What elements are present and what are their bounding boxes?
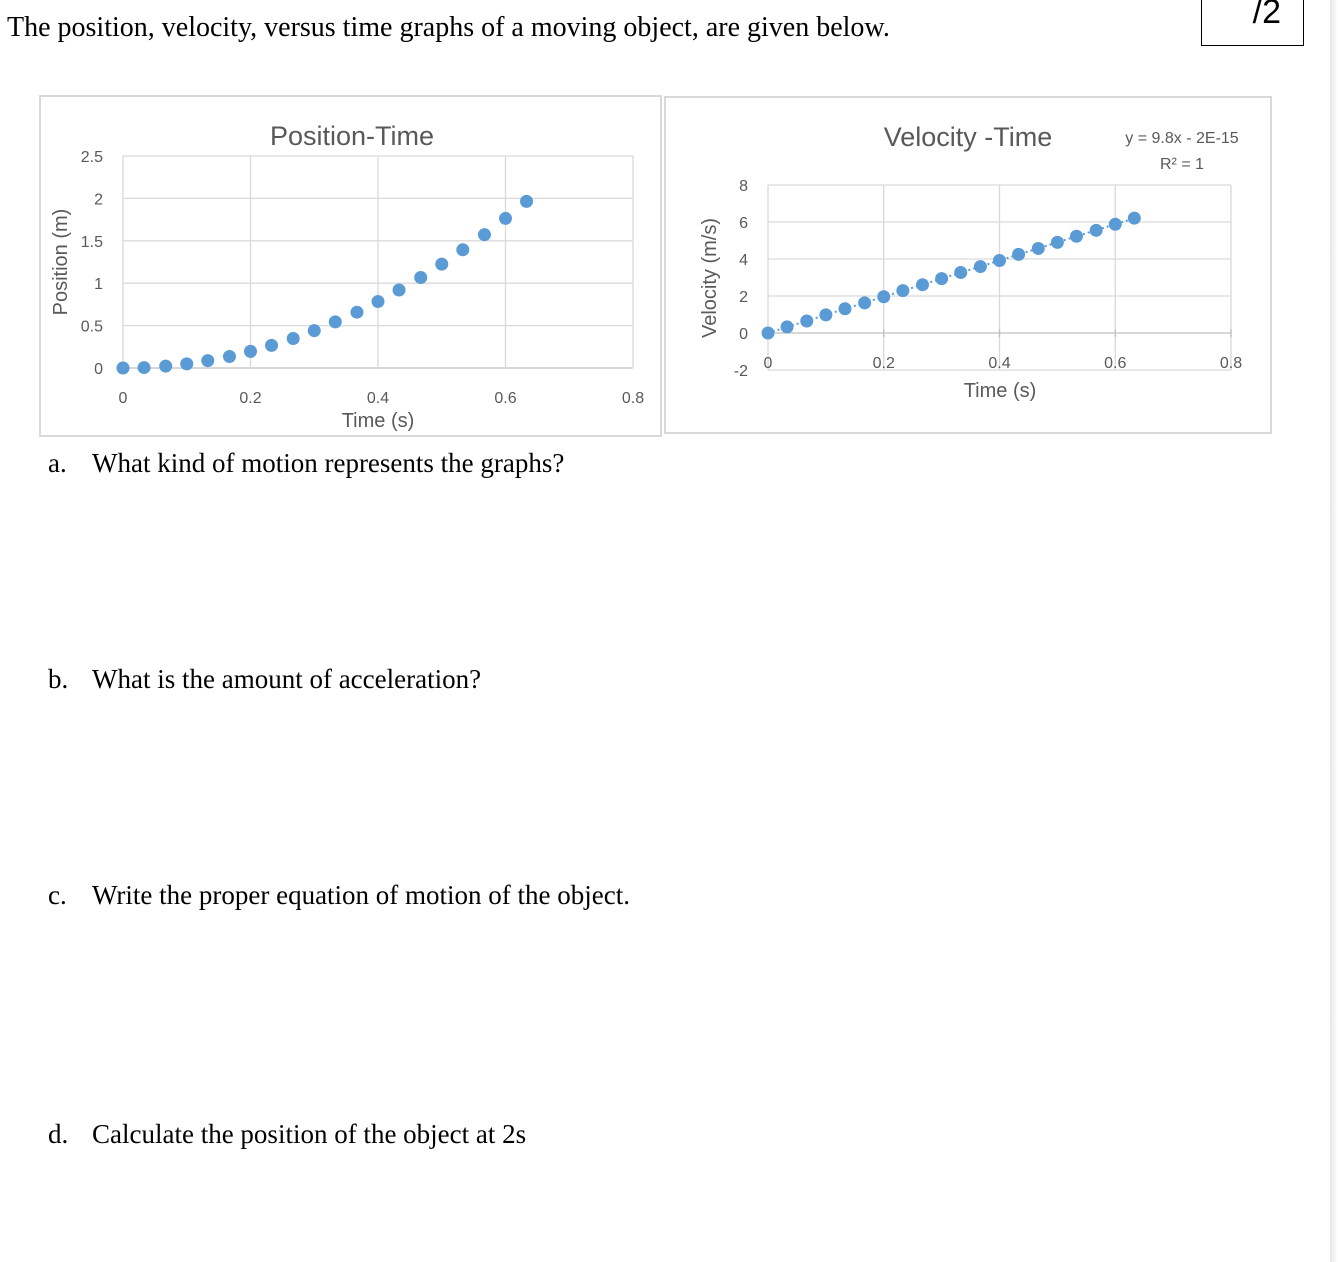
data-point — [954, 266, 967, 279]
y-axis-title: Position (m) — [50, 208, 72, 316]
question-a-letter: a. — [48, 448, 67, 478]
x-axis-title: Time (s) — [341, 410, 415, 432]
data-point — [223, 350, 236, 363]
y-tick-label: 4 — [739, 252, 748, 269]
question-c — [48, 880, 630, 911]
velocity-time-chart — [664, 96, 1272, 434]
question-b — [48, 664, 481, 695]
data-point — [819, 308, 832, 321]
score-label: /2 — [1252, 0, 1281, 31]
data-point — [308, 324, 321, 337]
data-point — [916, 278, 929, 291]
question-a-text: What kind of motion represents the graphs? — [92, 448, 565, 478]
y-tick-label: 0 — [739, 326, 748, 343]
x-tick-label: 0.8 — [1219, 355, 1243, 372]
velocity-time-plot — [666, 98, 1270, 432]
data-point — [138, 361, 151, 374]
data-point — [1012, 248, 1025, 261]
x-tick-label: 0.6 — [494, 390, 517, 407]
data-point — [1032, 242, 1045, 255]
data-point — [329, 315, 342, 328]
data-point — [287, 332, 300, 345]
data-point — [265, 339, 278, 352]
data-point — [1128, 212, 1141, 225]
data-point — [372, 295, 385, 308]
x-tick-label: 0 — [118, 390, 128, 407]
y-tick-label: -2 — [733, 363, 748, 380]
data-point — [877, 290, 890, 303]
y-tick-label: 6 — [739, 215, 748, 232]
data-point — [1109, 218, 1122, 231]
data-point — [499, 212, 512, 225]
intro-text: The position, velocity, versus time graphs of a moving object, are given below. — [7, 12, 890, 43]
y-axis-title: Velocity (m/s) — [699, 217, 721, 339]
question-d — [48, 1119, 526, 1150]
x-tick-label: 0.2 — [239, 390, 262, 407]
trendline-equation: y = 9.8x - 2E-15 — [1125, 130, 1239, 147]
data-point — [520, 195, 533, 208]
data-point — [993, 254, 1006, 267]
position-time-chart — [39, 95, 662, 437]
question-a — [48, 448, 564, 479]
y-tick-label: 0 — [94, 361, 103, 378]
data-point — [350, 306, 363, 319]
x-tick-label: 0.2 — [872, 355, 895, 372]
score-box — [1201, 0, 1304, 46]
data-point — [1051, 236, 1064, 249]
data-point — [1070, 230, 1083, 243]
y-tick-label: 1 — [94, 276, 103, 294]
x-tick-label: 0.4 — [366, 390, 390, 407]
data-point — [762, 327, 775, 340]
data-point — [244, 345, 257, 358]
y-tick-label: 0.5 — [80, 318, 103, 336]
question-b-text: What is the amount of acceleration? — [92, 664, 482, 694]
chart-title: Position-Time — [269, 121, 435, 151]
data-point — [935, 272, 948, 285]
x-tick-label: 0.4 — [988, 355, 1011, 372]
data-point — [456, 243, 469, 256]
data-point — [117, 362, 130, 375]
y-tick-label: 2.5 — [80, 149, 103, 166]
page-edge-shadow — [1330, 0, 1338, 1262]
question-d-letter: d. — [48, 1119, 69, 1149]
data-point — [159, 360, 172, 373]
data-point — [1090, 224, 1103, 237]
question-d-text: Calculate the position of the object at 2s — [92, 1119, 527, 1149]
data-point — [435, 258, 448, 271]
x-tick-label: 0.6 — [1104, 355, 1127, 372]
data-point — [478, 228, 491, 241]
data-point — [414, 271, 427, 284]
data-point — [393, 283, 406, 296]
data-point — [201, 354, 214, 367]
r-squared-label: R² = 1 — [1159, 156, 1205, 173]
position-time-plot — [41, 97, 660, 435]
data-point — [781, 320, 794, 333]
x-tick-label: 0 — [763, 355, 773, 372]
y-tick-label: 8 — [739, 178, 748, 195]
y-tick-label: 2 — [739, 289, 748, 306]
y-tick-label: 2 — [94, 191, 103, 209]
data-point — [180, 357, 193, 370]
x-axis-title: Time (s) — [963, 380, 1037, 402]
chart-title: Velocity -Time — [883, 122, 1053, 152]
question-c-text: Write the proper equation of motion of the object. — [92, 880, 630, 910]
question-b-letter: b. — [48, 664, 69, 694]
data-point — [896, 284, 909, 297]
data-point — [974, 260, 987, 273]
data-point — [838, 302, 851, 315]
y-tick-label: 1.5 — [80, 233, 103, 251]
question-c-letter: c. — [48, 880, 67, 910]
x-tick-label: 0.8 — [621, 390, 645, 407]
data-point — [800, 314, 813, 327]
data-point — [858, 296, 871, 309]
